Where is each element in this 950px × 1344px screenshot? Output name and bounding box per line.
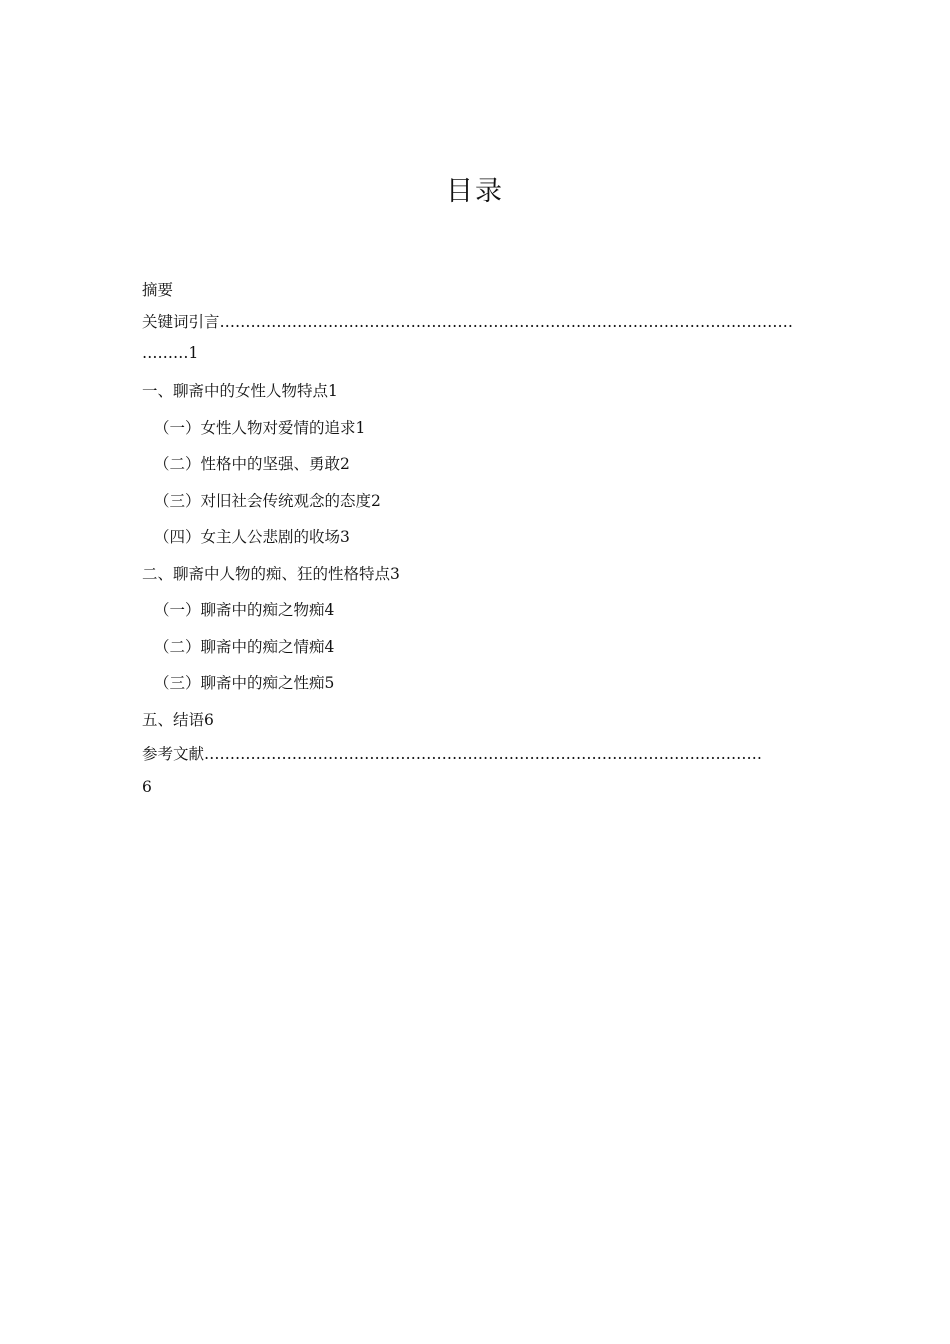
toc-page-number: 2 xyxy=(371,491,381,510)
toc-entry-chapter-2 xyxy=(142,556,806,593)
toc-entry-text: 摘要 xyxy=(142,281,174,299)
toc-entry-references-continued xyxy=(142,771,806,803)
toc-page-number: 1 xyxy=(355,418,366,437)
toc-entry-section-1-4 xyxy=(142,519,806,556)
toc-entry-text: （四）女主人公悲剧的收场 xyxy=(154,528,341,546)
toc-entry-section-2-2 xyxy=(142,629,806,666)
toc-entry-text: （二）聊斋中的痴之情痴 xyxy=(154,637,325,656)
toc-page-number: 2 xyxy=(340,455,350,473)
toc-entry-section-2-3 xyxy=(142,665,806,702)
toc-entry-abstract xyxy=(142,274,806,306)
toc-entry-text: （三）聊斋中的痴之性痴 xyxy=(154,674,325,692)
toc-entry-text: （三）对旧社会传统观念的态度 xyxy=(154,491,372,510)
toc-entry-text: 参考文献 xyxy=(142,745,205,763)
toc-entry-text: 五、结语 xyxy=(142,710,205,729)
toc-page-number: 6 xyxy=(142,778,152,796)
toc-page-number: 4 xyxy=(324,637,335,656)
page-title: 目录 xyxy=(446,176,504,207)
toc-entry-text: （一）女性人物对爱情的追求 xyxy=(154,418,356,437)
toc-entry-conclusion xyxy=(142,702,806,739)
toc-page-number: 3 xyxy=(340,528,350,546)
toc-page-number: 6 xyxy=(204,710,214,729)
toc-entry-keywords-intro-continued xyxy=(142,337,806,373)
toc-entry-section-2-1 xyxy=(142,592,806,629)
toc-entry-chapter-1 xyxy=(142,373,806,410)
toc-entry-references xyxy=(142,738,806,771)
table-of-contents xyxy=(142,274,806,803)
toc-leader-dots: ……………………………………………………………………………………………… xyxy=(204,745,763,763)
toc-leader-dots: ………………………………………………………………………………………………… xyxy=(219,313,794,331)
toc-entry-section-1-1 xyxy=(142,410,806,447)
toc-entry-text: 二、聊斋中人物的痴、狂的性格特点 xyxy=(142,564,391,583)
toc-entry-section-1-2 xyxy=(142,446,806,483)
toc-page-number: 3 xyxy=(390,564,400,583)
toc-entry-text: 关键词引言 xyxy=(142,313,220,331)
toc-entry-text: 一、聊斋中的女性人物特点 xyxy=(142,382,329,400)
toc-page-number: 4 xyxy=(324,601,335,619)
toc-leader-dots: ……… xyxy=(142,344,189,362)
toc-entry-text: （一）聊斋中的痴之物痴 xyxy=(154,601,325,619)
toc-page-number: 1 xyxy=(328,382,338,400)
toc-page-number: 5 xyxy=(324,674,335,692)
toc-entry-text: （二）性格中的坚强、勇敢 xyxy=(154,455,341,473)
toc-entry-section-1-3 xyxy=(142,483,806,520)
toc-entry-keywords-intro xyxy=(142,306,806,337)
toc-page-number: 1 xyxy=(188,344,199,362)
